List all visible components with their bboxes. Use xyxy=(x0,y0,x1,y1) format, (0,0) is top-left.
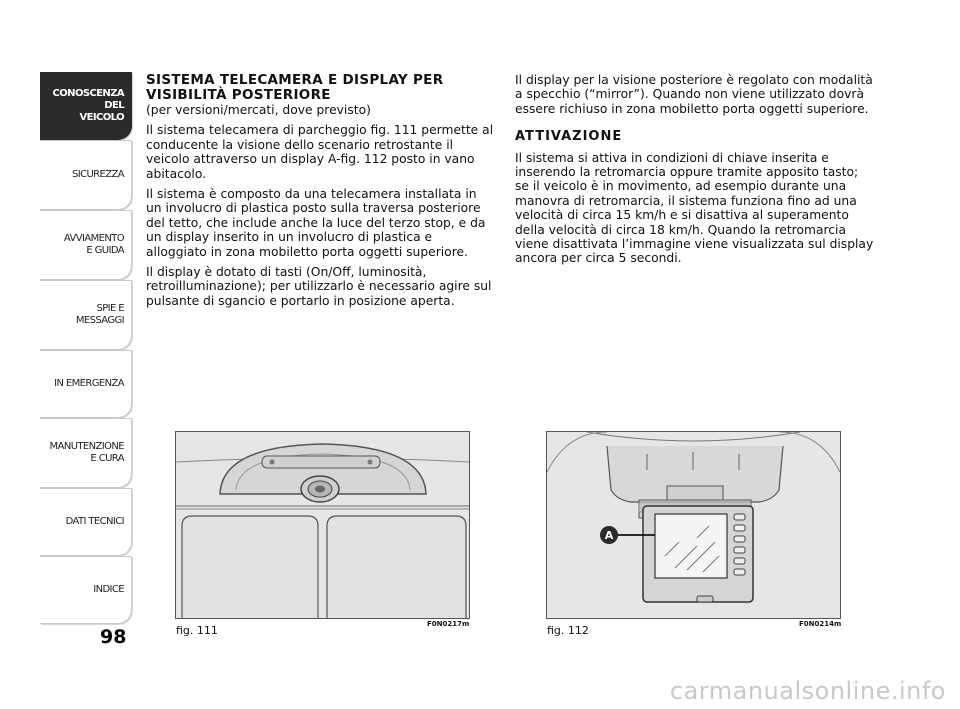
chapter-tab-1[interactable] xyxy=(40,72,132,140)
chapter-tab-4[interactable] xyxy=(40,280,132,350)
camera-drawing xyxy=(176,432,469,618)
paragraph-3: Il display è dotato di tasti (On/Off, luminosità, retroilluminazione); per utilizzarlo è necessario agire sul pulsante di sgancio e portarlo in posizione aperta. xyxy=(146,265,492,308)
intro-paragraph: Il display per la visione posteriore è regolato con modalità a specchio (“mirror”). Quando non viene utilizzato dovrà essere richiuso in zona mobiletto porta oggetti superiore. xyxy=(515,73,873,116)
chapter-tab-3[interactable] xyxy=(40,210,132,280)
chapter-tab-7[interactable] xyxy=(40,488,132,556)
page-number: 98 xyxy=(100,626,127,648)
chapter-tab-label: IN EMERGENZA xyxy=(54,378,124,389)
section-heading: SISTEMA TELECAMERA E DISPLAY PER VISIBILITÀ POSTERIORE xyxy=(146,72,444,103)
chapter-tab-label: INDICE xyxy=(93,584,124,595)
figure-111-caption: fig. 111 xyxy=(176,624,218,637)
chapter-tab-2[interactable] xyxy=(40,140,132,210)
right-column xyxy=(515,73,875,272)
watermark: carmanualsonline.info xyxy=(669,677,946,705)
chapter-tab-label: SPIE E xyxy=(96,303,124,314)
left-column xyxy=(146,73,496,314)
activation-title: ATTIVAZIONE xyxy=(515,129,623,145)
chapter-tab-label: E GUIDA xyxy=(86,245,124,256)
chapter-tab-label: AVVIAMENTO xyxy=(63,233,124,244)
chapter-tab-label: MESSAGGI xyxy=(75,315,124,326)
figure-111-code: F0N0217m xyxy=(427,620,470,628)
chapter-tab-6[interactable] xyxy=(40,418,132,488)
chapter-tab-label: MANUTENZIONE xyxy=(49,441,124,452)
chapter-tab-label: DATI TECNICI xyxy=(65,516,124,527)
figure-112-display-illustration xyxy=(546,431,841,619)
chapter-tab-8[interactable] xyxy=(40,556,132,624)
display-drawing xyxy=(547,432,840,618)
chapter-tab-label: DEL xyxy=(104,100,124,111)
paragraph-2: Il sistema è composto da una telecamera installata in un involucro di plastica posto sulla traversa posteriore del tetto, che include anche la luce del terzo stop, e da un display inserito in un involucro di plastica e alloggiato in zona mobiletto porta oggetti superiore. xyxy=(146,187,486,259)
paragraph-1: Il sistema telecamera di parcheggio fig. 111 permette al conducente la visione dello scenario retrostante il veicolo attraverso un display A-fig. 112 posto in vano abitacolo. xyxy=(146,123,494,181)
activation-paragraph: Il sistema si attiva in condizioni di chiave inserita e inserendo la retromarcia oppure tramite apposito tasto; se il veicolo è in movimento, ad esempio durante una manovra di retromarcia, il sistema funziona fino ad una velocità di circa 15 km/h e si disattiva al superamento della velocità di circa 18 km/h. Quando la retromarcia viene disattivata l’immagine viene visualizzata sul display ancora per circa 5 secondi. xyxy=(515,150,874,266)
chapter-tab-label: SICUREZZA xyxy=(71,169,124,180)
figure-111-camera-illustration xyxy=(175,431,470,619)
chapter-tab-label: E CURA xyxy=(90,453,124,464)
chapter-tab-label: VEICOLO xyxy=(79,112,124,123)
chapter-tab-label: CONOSCENZA xyxy=(52,88,124,99)
display-label-A: A xyxy=(604,529,614,542)
figure-112-code: F0N0214m xyxy=(799,620,842,628)
section-subheading: (per versioni/mercati, dove previsto) xyxy=(146,103,371,117)
chapter-tab-5[interactable] xyxy=(40,350,132,418)
figure-112-caption: fig. 112 xyxy=(547,624,589,637)
